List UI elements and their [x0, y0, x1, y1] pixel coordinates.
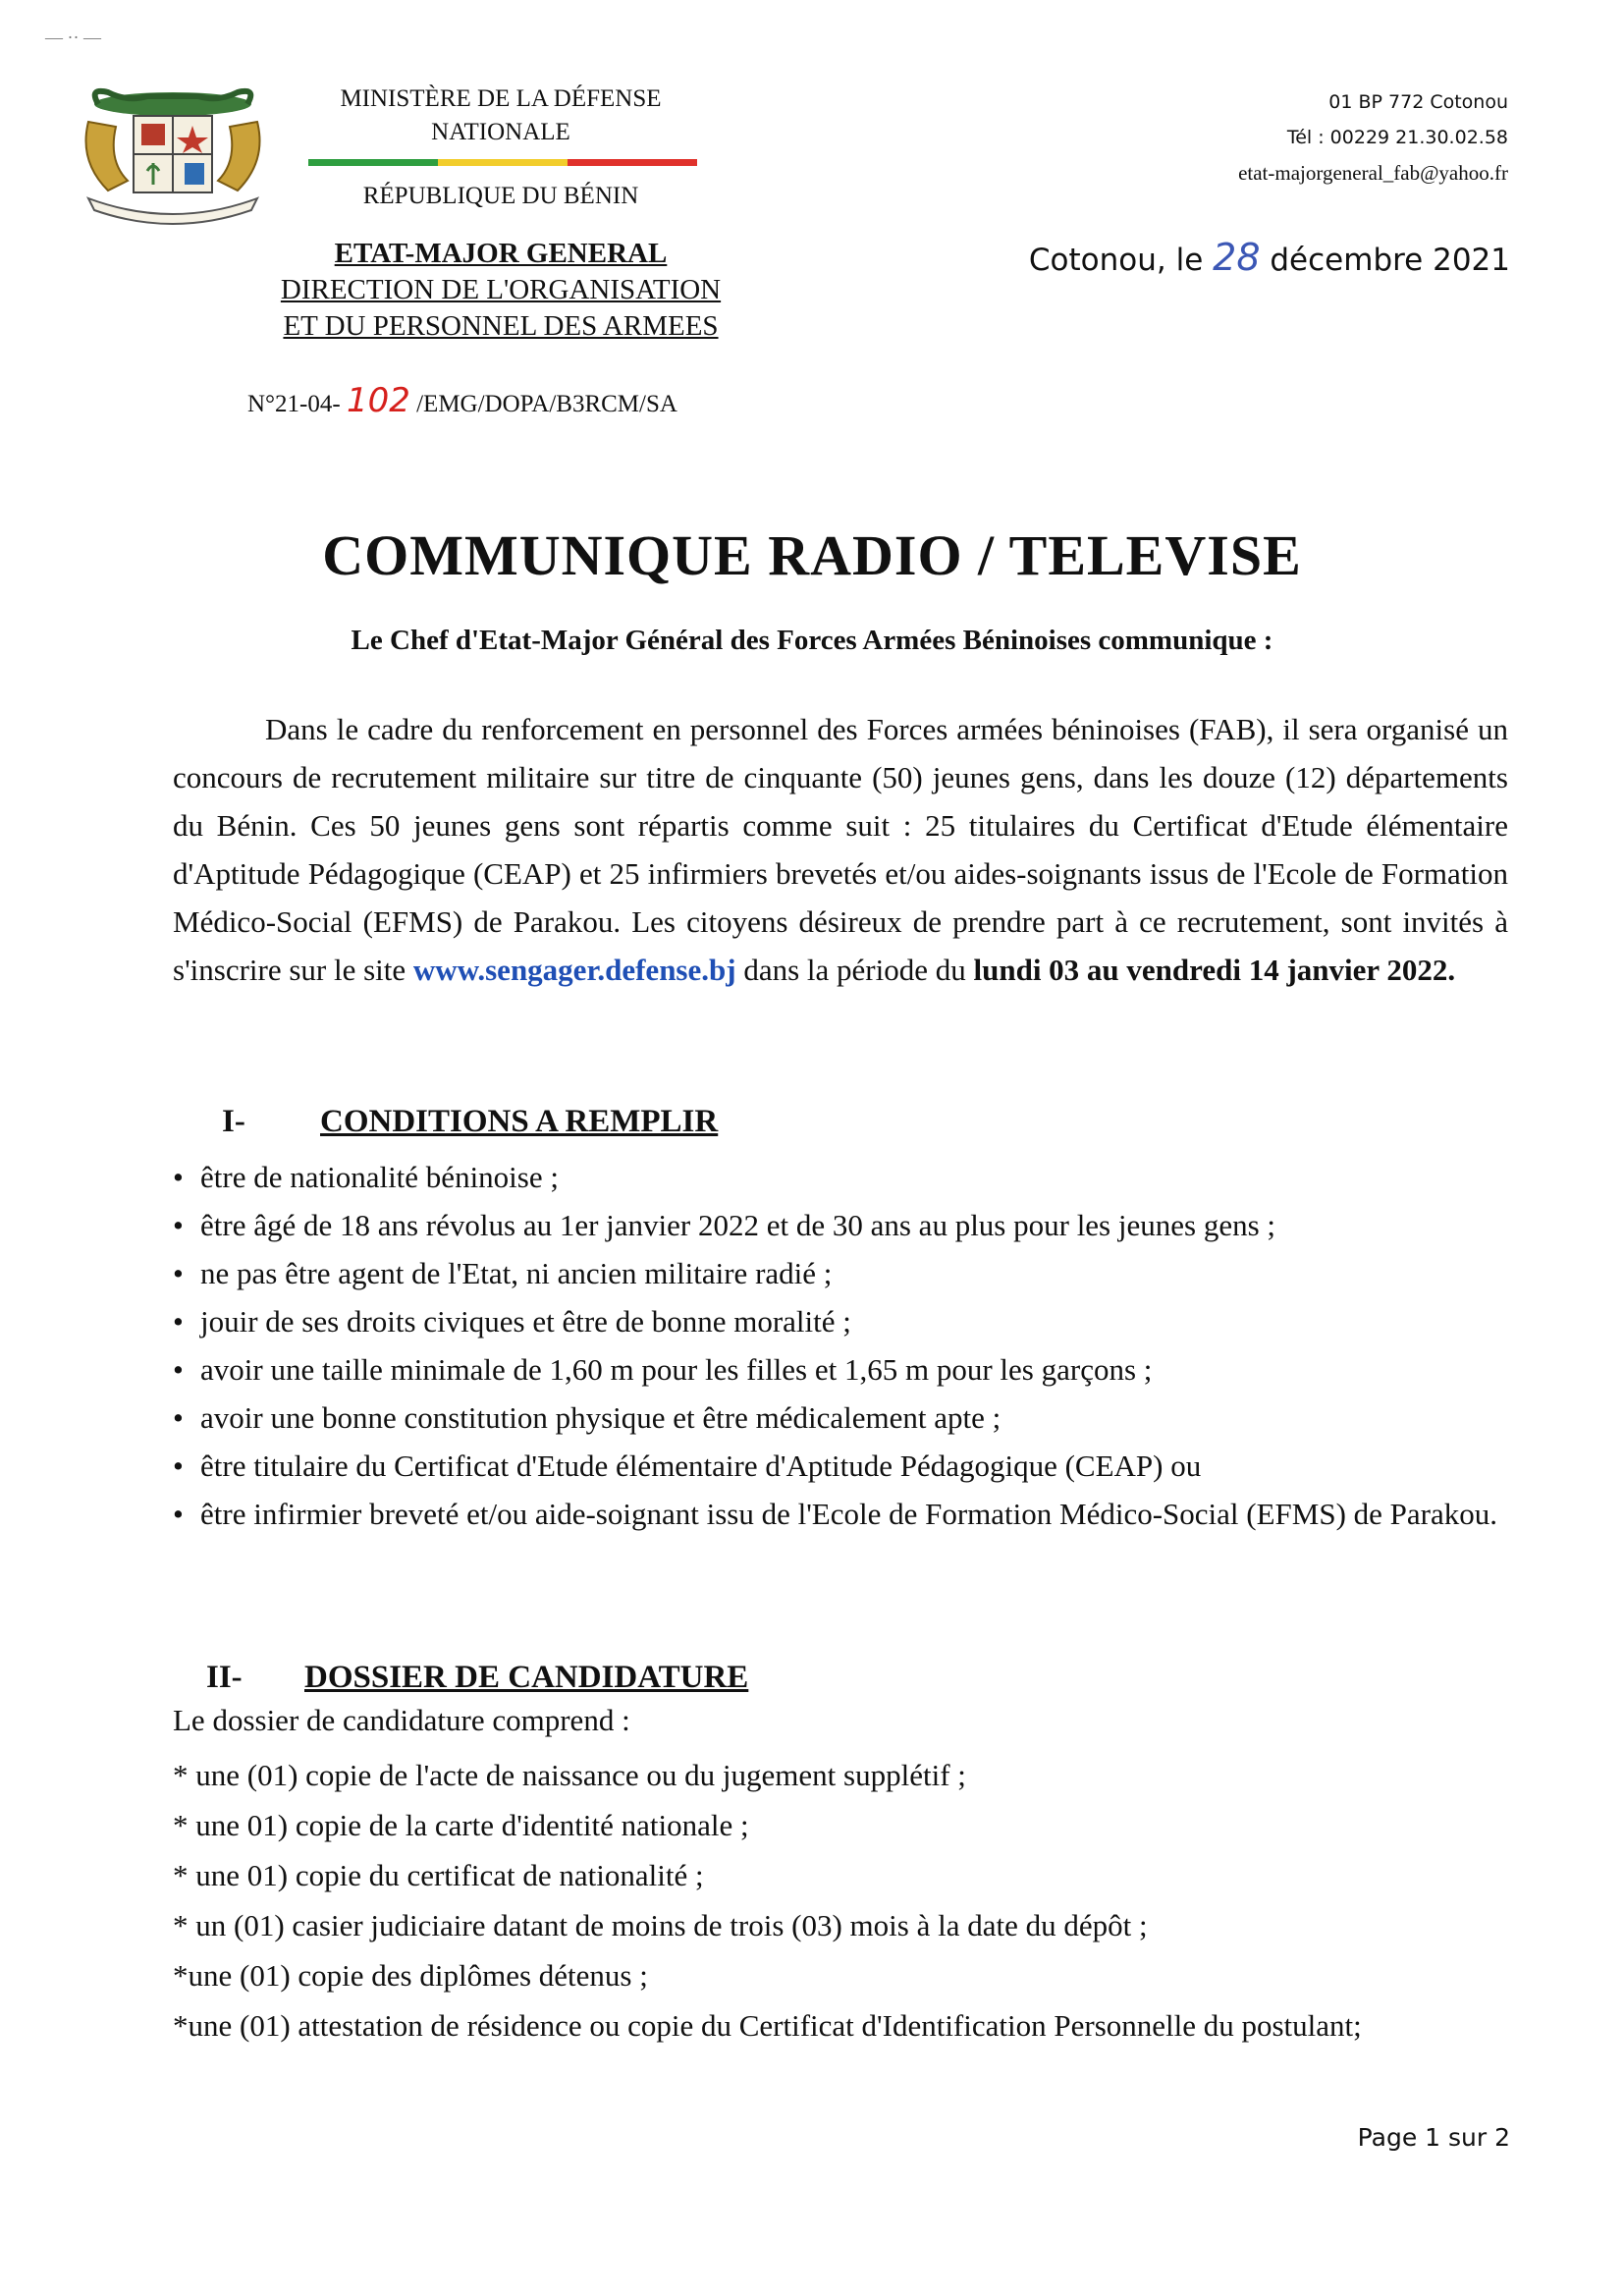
contact-po-box: 01 BP 772 Cotonou — [1328, 91, 1508, 113]
intro-text: Dans le cadre du renforcement en personnel des Forces armées béninoises (FAB), il sera organisé un concours de recrutement militaire sur titre de cinquante (50) jeunes gens, dans les douze (12) départements du Bénin. Ces 50 jeunes gens sont répartis comme suit : 25 titulaires du Certificat d'Etude élémentaire d'Aptitude Pédagogique (CEAP) et 25 infirmiers brevetés et/ou aides-soignants issus de l'Ecole de Formation Médico-Social (EFMS) de Parakou. Les citoyens désireux de prendre part à ce recrutement, sont invités à s'inscrire sur le site — [173, 712, 1508, 987]
ministry-name — [285, 82, 717, 149]
section-1-title: CONDITIONS A REMPLIR — [320, 1104, 719, 1139]
ministry-line-1: MINISTÈRE DE LA DÉFENSE — [340, 85, 662, 112]
dossier-intro: Le dossier de candidature comprend : — [173, 1703, 630, 1737]
list-item: • être infirmier breveté et/ou aide-soignant issu de l'Ecole de Formation Médico-Social (EFMS) de Parakou. — [173, 1490, 1508, 1538]
bullet-icon: • — [173, 1304, 184, 1339]
bullet-icon: • — [173, 1400, 184, 1435]
bullet-icon: • — [173, 1352, 184, 1387]
coat-of-arms-emblem — [69, 82, 277, 230]
section-2-number: II- — [206, 1660, 243, 1695]
list-item: * une (01) copie de l'acte de naissance ou du jugement supplétif ; — [173, 1758, 966, 1792]
date-prefix: Cotonou, le — [1028, 243, 1204, 278]
documents-list — [173, 1750, 1508, 2050]
section-2-title: DOSSIER DE CANDIDATURE — [304, 1660, 749, 1695]
list-item: * une 01) copie de la carte d'identité nationale ; — [173, 1808, 749, 1842]
contact-info — [1115, 84, 1508, 191]
registration-site-link[interactable]: www.sengager.defense.bj — [412, 953, 736, 987]
list-item: * un (01) casier judiciaire datant de moins de trois (03) mois à la date du dépôt ; — [173, 1908, 1148, 1942]
issuing-authority — [236, 236, 766, 345]
section-2-heading — [206, 1660, 748, 1696]
list-item: • jouir de ses droits civiques et être de bonne moralité ; — [173, 1297, 1508, 1345]
ref-prefix: N°21-04- — [247, 391, 341, 417]
page-number: Page 1 sur 2 — [1357, 2123, 1510, 2152]
flag-stripe-yellow — [438, 159, 568, 166]
flag-stripe-red — [568, 159, 697, 166]
ref-suffix: /EMG/DOPA/B3RCM/SA — [416, 391, 677, 417]
scan-mark: — ·· — — [45, 27, 101, 47]
list-item: • être titulaire du Certificat d'Etude élémentaire d'Aptitude Pédagogique (CEAP) ou — [173, 1442, 1508, 1490]
document-date — [1029, 236, 1510, 279]
list-item: • être de nationalité béninoise ; — [173, 1153, 1508, 1201]
section-1-number: I- — [222, 1104, 245, 1139]
bullet-icon: • — [173, 1160, 184, 1194]
list-item: • être âgé de 18 ans révolus au 1er janvier 2022 et de 30 ans au plus pour les jeunes gens ; — [173, 1201, 1508, 1249]
direction-line-2: ET DU PERSONNEL DES ARMEES — [283, 310, 719, 342]
list-item: • avoir une taille minimale de 1,60 m pour les filles et 1,65 m pour les garçons ; — [173, 1345, 1508, 1394]
direction-line-1: DIRECTION DE L'ORGANISATION — [280, 274, 722, 305]
bullet-icon: • — [173, 1208, 184, 1242]
ref-handwritten-number: 102 — [346, 381, 410, 420]
bullet-icon: • — [173, 1449, 184, 1483]
section-1-heading — [222, 1104, 718, 1140]
republic-name: RÉPUBLIQUE DU BÉNIN — [362, 183, 639, 209]
reference-number — [247, 381, 677, 420]
list-item: * une 01) copie du certificat de nationalité ; — [173, 1858, 704, 1892]
document-title: COMMUNIQUE RADIO / TELEVISE — [322, 523, 1302, 587]
contact-email: etat-majorgeneral_fab@yahoo.fr — [1238, 161, 1508, 185]
conditions-list — [173, 1153, 1508, 1538]
bullet-icon: • — [173, 1497, 184, 1531]
document-subtitle: Le Chef d'Etat-Major Général des Forces Armées Béninoises communique : — [351, 625, 1273, 656]
period-dates: lundi 03 au vendredi 14 janvier 2022. — [973, 953, 1456, 987]
contact-phone: Tél : 00229 21.30.02.58 — [1286, 127, 1508, 148]
emg-title: ETAT-MAJOR GENERAL — [334, 238, 668, 269]
date-suffix: décembre 2021 — [1270, 243, 1510, 278]
list-item: *une (01) attestation de résidence ou copie du Certificat d'Identification Personnelle du postulant; — [173, 2008, 1362, 2043]
list-item: • avoir une bonne constitution physique et être médicalement apte ; — [173, 1394, 1508, 1442]
intro-paragraph — [173, 705, 1508, 994]
period-text: dans la période du — [743, 953, 966, 987]
flag-stripe-green — [308, 159, 438, 166]
list-item: *une (01) copie des diplômes détenus ; — [173, 1958, 648, 1993]
flag-stripe — [308, 159, 697, 166]
bullet-icon: • — [173, 1256, 184, 1290]
date-handwritten-day: 28 — [1213, 236, 1261, 279]
list-item: • ne pas être agent de l'Etat, ni ancien militaire radié ; — [173, 1249, 1508, 1297]
ministry-line-2: NATIONALE — [431, 119, 570, 145]
